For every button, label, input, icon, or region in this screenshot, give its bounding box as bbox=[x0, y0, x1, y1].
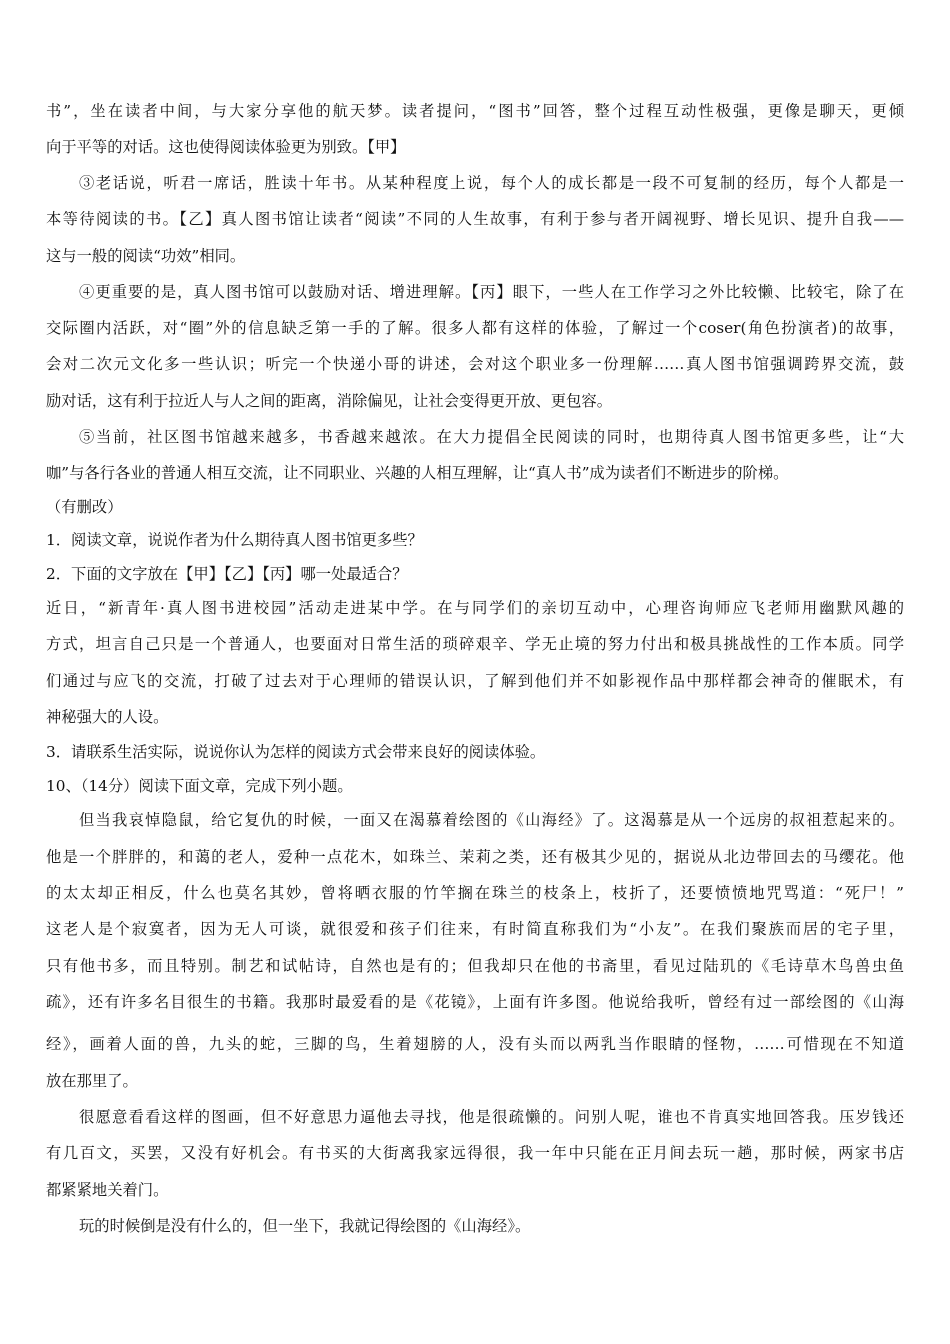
section-10-line: 但当我哀悼隐鼠，给它复仇的时候，一面又在渴慕着绘图的《山海经》了。这渴慕是从一个远房的叔祖惹起来的。 bbox=[79, 811, 904, 829]
passage-line: 交际圈内活跃，对“圈”外的信息缺乏第一手的了解。很多人都有这样的体验，了解过一个coser(角色扮演者)的故事， bbox=[46, 319, 904, 337]
passage-line: 励对话，这有利于拉近人与人之间的距离，消除偏见，让社会变得更开放、更包容。 bbox=[46, 392, 612, 410]
question-2-text-line: 们通过与应飞的交流，打破了过去对于心理师的错误认识，了解到他们并不如影视作品中那样都会神奇的催眠术，有 bbox=[46, 672, 904, 690]
passage-line: 咖”与各行各业的普通人相互交流，让不同职业、兴趣的人相互理解，让“真人书”成为读者们不断进步的阶梯。 bbox=[46, 464, 789, 482]
section-10-line: 经》，画着人面的兽，九头的蛇，三脚的鸟，生着翅膀的人，没有头而以两乳当作眼睛的怪物，……可惜现在不知道 bbox=[46, 1035, 904, 1053]
paragraph-5-line: ⑤当前，社区图书馆越来越多，书香越来越浓。在大力提倡全民阅读的同时，也期待真人图书馆更多些，让“大 bbox=[79, 428, 904, 446]
section-10-line: 只有他书多，而且特别。制艺和试帖诗，自然也是有的；但我却只在他的书斋里，看见过陆玑的《毛诗草木鸟兽虫鱼 bbox=[46, 957, 904, 975]
section-10-heading: 10、（14分）阅读下面文章，完成下列小题。 bbox=[46, 777, 353, 795]
passage-line: 这与一般的阅读“功效”相同。 bbox=[46, 247, 246, 265]
section-10-line: 放在那里了。 bbox=[46, 1072, 138, 1090]
section-10-line: 玩的时候倒是没有什么的，但一坐下，我就记得绘图的《山海经》。 bbox=[79, 1217, 531, 1235]
question-2-text-line: 方式，坦言自己只是一个普通人，也要面对日常生活的琐碎艰辛、学无止境的努力付出和极具挑战性的工作本质。同学 bbox=[46, 635, 904, 653]
question-2: 2．下面的文字放在【甲】【乙】【丙】哪一处最适合？ bbox=[46, 565, 408, 583]
passage-line: 书”，坐在读者中间，与大家分享他的航天梦。读者提问，“图书”回答，整个过程互动性极强，更像是聊天，更倾 bbox=[46, 102, 904, 120]
passage-line: 本等待阅读的书。【乙】真人图书馆让读者“阅读”不同的人生故事，有利于参与者开阔视野、增长见识、提升自我—— bbox=[46, 210, 904, 228]
question-2-text-line: 近日，“新青年·真人图书进校园”活动走进某中学。在与同学们的亲切互动中，心理咨询师应飞老师用幽默风趣的 bbox=[46, 599, 904, 617]
source-note: （有删改） bbox=[46, 498, 123, 516]
section-10-line: 很愿意看看这样的图画，但不好意思力逼他去寻找，他是很疏懒的。问别人呢，谁也不肯真实地回答我。压岁钱还 bbox=[79, 1108, 904, 1126]
question-2-text-line: 神秘强大的人设。 bbox=[46, 708, 169, 726]
paragraph-3-line: ③老话说，听君一席话，胜读十年书。从某种程度上说，每个人的成长都是一段不可复制的经历，每个人都是一 bbox=[79, 174, 904, 192]
section-10-line: 有几百文，买罢，又没有好机会。有书买的大街离我家远得很，我一年中只能在正月间去玩一趟，那时候，两家书店 bbox=[46, 1144, 904, 1162]
section-10-line: 都紧紧地关着门。 bbox=[46, 1181, 169, 1199]
section-10-line: 他是一个胖胖的，和蔼的老人，爱种一点花木，如珠兰、茉莉之类，还有极其少见的，据说从北边带回去的马缨花。他 bbox=[46, 848, 904, 866]
passage-line: 向于平等的对话。这也使得阅读体验更为别致。【甲】 bbox=[46, 138, 406, 156]
section-10-line: 这老人是个寂寞者，因为无人可谈，就很爱和孩子们往来，有时简直称我们为“小友”。在我们聚族而居的宅子里， bbox=[46, 920, 904, 938]
passage-line: 会对二次元文化多一些认识；听完一个快递小哥的讲述，会对这个职业多一份理解……真人图书馆强调跨界交流，鼓 bbox=[46, 355, 904, 373]
paragraph-4-line: ④更重要的是，真人图书馆可以鼓励对话、增进理解。【丙】眼下，一些人在工作学习之外比较懒、比较宅，除了在 bbox=[79, 283, 904, 301]
section-10-line: 的太太却正相反，什么也莫名其妙，曾将晒衣服的竹竿搁在珠兰的枝条上，枝折了，还要愤愤地咒骂道：“死尸！” bbox=[46, 884, 904, 902]
section-10-line: 疏》，还有许多名目很生的书籍。我那时最爱看的是《花镜》，上面有许多图。他说给我听，曾经有过一部绘图的《山海 bbox=[46, 993, 904, 1011]
question-1: 1．阅读文章，说说作者为什么期待真人图书馆更多些？ bbox=[46, 531, 423, 549]
question-3: 3．请联系生活实际，说说你认为怎样的阅读方式会带来良好的阅读体验。 bbox=[46, 743, 546, 761]
